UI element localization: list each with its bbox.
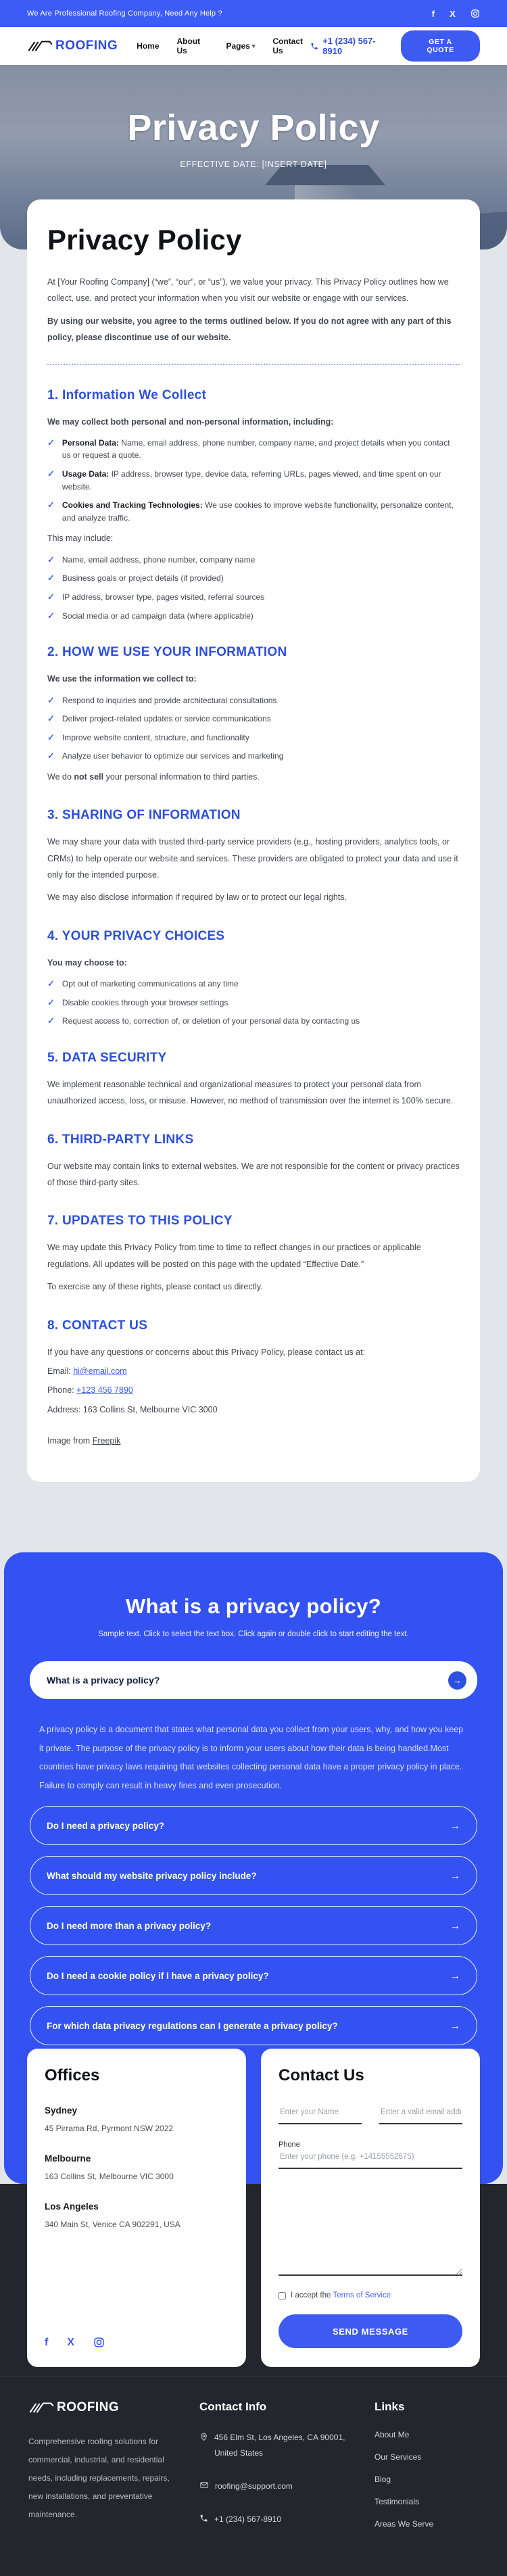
footer-contact-column (199, 2400, 347, 2544)
terms-row: I accept the Terms of Service (279, 2291, 462, 2299)
hero-subtitle: EFFECTIVE DATE: [INSERT DATE] (180, 160, 327, 169)
nav-item-contact-us[interactable]: Contact Us (272, 37, 304, 55)
contact-card (261, 2049, 480, 2367)
phone-label: Phone (279, 2141, 300, 2149)
section-heading: 4. YOUR PRIVACY CHOICES (47, 928, 225, 943)
hero-title: Privacy Policy (127, 108, 380, 148)
faq-subtitle: Sample text. Click to select the text box. Click again or double click to start editing the text. (98, 1630, 409, 1639)
footer-link-areas-we-serve[interactable]: Areas We Serve (375, 2519, 434, 2529)
section-heading: 3. SHARING OF INFORMATION (47, 808, 241, 823)
contact-phone-line: Phone: +123 456 7890 (47, 1385, 133, 1396)
roof-logo-icon (27, 39, 53, 53)
check-icon: ✓ (47, 732, 55, 742)
section-lead: We use the information we collect to: (47, 674, 197, 684)
section-heading: 8. CONTACT US (47, 1318, 148, 1333)
footer-link-testimonials[interactable]: Testimonials (375, 2497, 420, 2507)
footer-tagline: Comprehensive roofing solutions for commercial, industrial, and residential needs, including replacements, repairs, new installations, and preventative maintenance. (28, 2437, 170, 2520)
footer-brand-logo[interactable] (28, 2400, 172, 2415)
faq-question: What is a privacy policy? (47, 1675, 160, 1686)
section-how-we-use (47, 645, 460, 785)
policy-intro-bold: By using our website, you agree to the terms outlined below. If you do not agree with any part of this policy, please discontinue use of our website. (47, 316, 452, 343)
chevron-down-icon: ▾ (251, 42, 256, 49)
footer-address: 456 Elm St, Los Angeles, CA 90001, United States (199, 2430, 347, 2461)
footer-brand-column (28, 2400, 172, 2544)
footer-link-about-me[interactable]: About Me (375, 2430, 410, 2440)
section-paragraph: We implement reasonable technical and organizational measures to protect your personal data from unauthorized access, loss, or misuse. However, no method of transmission over the internet is 100% secure. (47, 1079, 454, 1106)
footer-email[interactable]: roofing@support.com (199, 2479, 347, 2494)
check-icon: ✓ (47, 500, 55, 510)
section-sharing (47, 808, 460, 906)
faq-question: What should my website privacy policy include? (47, 1870, 257, 1881)
instagram-icon[interactable] (470, 9, 480, 18)
check-icon: ✓ (47, 610, 55, 621)
facebook-icon[interactable]: f (431, 8, 435, 19)
list-item: ✓ Analyze user behavior to optimize our services and marketing (47, 750, 460, 763)
offices-card (27, 2049, 246, 2367)
topbar-message: We Are Professional Roofing Company, Need Any Help ? (27, 9, 222, 18)
check-icon: ✓ (47, 573, 55, 583)
section-heading: 2. HOW WE USE YOUR INFORMATION (47, 645, 287, 660)
footer-link-our-services[interactable]: Our Services (375, 2452, 422, 2462)
nav-item-pages[interactable]: Pages ▾ (226, 41, 256, 51)
footer-phone[interactable]: +1 (234) 567-8910 (199, 2512, 347, 2527)
footer-links-column (375, 2400, 476, 2544)
footer-contact-heading: Contact Info (199, 2400, 267, 2414)
faq-item[interactable] (30, 1956, 477, 1995)
section-heading: 5. DATA SECURITY (47, 1050, 167, 1065)
office-sydney: Sydney 45 Pirrama Rd, Pyrmont NSW 2022 (45, 2105, 174, 2134)
section-heading: 1. Information We Collect (47, 387, 207, 402)
nav-item-home[interactable]: Home (137, 41, 160, 51)
check-list (47, 554, 460, 622)
phone-icon (199, 2514, 208, 2523)
privacy-policy-card (27, 199, 480, 1482)
faq-item-expanded[interactable] (30, 1661, 477, 1699)
terms-of-service-link[interactable]: Terms of Service (333, 2291, 391, 2300)
dotted-divider (47, 364, 460, 365)
section-contact-us (47, 1318, 460, 1450)
top-bar (0, 0, 507, 27)
email-input[interactable] (379, 2104, 462, 2124)
section-lead: If you have any questions or concerns about this Privacy Policy, please contact us at: (47, 1347, 366, 1357)
arrow-right-icon: → (450, 1970, 460, 1982)
list-item: ✓ Usage Data: IP address, browser type, device data, referring URLs, pages viewed, and time spent on our website. (47, 469, 441, 492)
check-icon: ✓ (47, 997, 55, 1007)
section-heading: 6. THIRD-PARTY LINKS (47, 1132, 194, 1147)
section-sub-lead: This may include: (47, 533, 114, 544)
section-data-security (47, 1051, 460, 1110)
page-title: Privacy Policy (47, 224, 242, 256)
send-message-button[interactable]: SEND MESSAGE (279, 2314, 462, 2348)
check-icon: ✓ (47, 978, 55, 989)
instagram-icon[interactable] (93, 2337, 105, 2348)
list-item: ✓ Disable cookies through your browser settings (47, 997, 460, 1009)
footer-link-blog[interactable]: Blog (375, 2475, 391, 2485)
list-item: ✓ Opt out of marketing communications at any time (47, 978, 460, 991)
section-paragraph: We may share your data with trusted third-party service providers (e.g., hosting providers, analytics tools, or CRMs) to help operate our website and services. These providers are obligated to protect your data and use it only for the intended purpose. (47, 837, 458, 880)
list-item: ✓ Social media or ad campaign data (where applicable) (47, 610, 460, 623)
footer-links-heading: Links (375, 2400, 405, 2414)
faq-question: For which data privacy regulations can I generate a privacy policy? (47, 2020, 338, 2031)
check-icon: ✓ (47, 554, 55, 565)
list-item: ✓ Improve website content, structure, and functionality (47, 732, 460, 744)
section-lead: We may collect both personal and non-personal information, including: (47, 416, 334, 427)
check-list (47, 694, 460, 763)
contact-title: Contact Us (279, 2066, 364, 2085)
list-item: ✓ Personal Data: Name, email address, phone number, company name, and project details when you contact us or request a quote. (47, 437, 450, 460)
contact-email-line: Email: hi@email.com (47, 1366, 127, 1376)
location-pin-icon (199, 2432, 208, 2442)
faq-item[interactable] (30, 2006, 477, 2045)
brand-logo[interactable] (27, 39, 118, 53)
footer-brand-name: ROOFING (57, 2400, 120, 2415)
facebook-icon[interactable]: f (45, 2336, 49, 2348)
check-icon: ✓ (47, 713, 55, 724)
section-paragraph: We may also disclose information if required by law or to protect our legal rights. (47, 892, 347, 903)
freepik-link[interactable]: Freepik (92, 1436, 121, 1446)
twitter-x-icon[interactable]: X (67, 2336, 74, 2348)
section-paragraph: To exercise any of these rights, please contact us directly. (47, 1282, 263, 1292)
check-icon: ✓ (47, 469, 55, 479)
arrow-right-icon: → (450, 1919, 460, 1932)
section-paragraph: Our website may contain links to external websites. We are not responsible for the content or privacy practices of those third-party sites. (47, 1161, 460, 1188)
faq-item[interactable] (30, 1806, 477, 1845)
nav-links (137, 37, 310, 55)
section-privacy-choices (47, 929, 460, 1028)
envelope-icon (199, 2481, 209, 2489)
section-lead: You may choose to: (47, 957, 127, 968)
faq-question: Do I need a privacy policy? (47, 1820, 165, 1831)
list-item: ✓ Deliver project-related updates or service communications (47, 713, 460, 725)
nav-item-about-us[interactable]: About Us (176, 37, 201, 55)
section-updates (47, 1214, 460, 1295)
check-icon: ✓ (47, 437, 55, 448)
roof-logo-icon (28, 2400, 54, 2415)
section-heading: 7. UPDATES TO THIS POLICY (47, 1214, 233, 1229)
topbar-social (432, 9, 480, 18)
section-third-party-links (47, 1132, 460, 1191)
faq-question: Do I need more than a privacy policy? (47, 1920, 212, 1931)
list-item: ✓ IP address, browser type, pages visited, referral sources (47, 591, 460, 604)
email-link[interactable]: hi@email.com (73, 1366, 127, 1376)
offices-social (45, 2319, 228, 2348)
faq-answer: A privacy policy is a document that states what personal data you collect from your users, why, and how you keep it private. The purpose of the privacy policy is to inform your users about how their data is being handled.Most countries have privacy laws requiring that websites collecting personal data have a proper privacy policy in place. Failure to comply can result in heavy fines and even prosecution. (39, 1725, 464, 1790)
office-los-angeles: Los Angeles 340 Main St, Venice CA 902291, USA (45, 2201, 180, 2230)
name-input[interactable] (279, 2104, 362, 2124)
terms-checkbox[interactable] (279, 2292, 286, 2299)
section-information-we-collect (47, 388, 460, 623)
offices-title: Offices (45, 2066, 100, 2085)
phone-input[interactable] (279, 2149, 462, 2169)
list-item: ✓ Name, email address, phone number, company name (47, 554, 460, 567)
faq-title: What is a privacy policy? (126, 1594, 381, 1619)
faq-question: Do I need a cookie policy if I have a privacy policy? (47, 1970, 269, 1981)
arrow-right-icon: → (450, 1869, 460, 1882)
twitter-x-icon[interactable]: X (450, 8, 456, 19)
get-a-quote-button[interactable]: GET A QUOTE (401, 30, 480, 62)
section-footnote: We do not sell your personal information to third parties. (47, 771, 260, 782)
arrow-right-icon: → (450, 1819, 460, 1832)
office-melbourne: Melbourne 163 Collins St, Melbourne VIC 3000 (45, 2153, 174, 2182)
list-item: ✓ Request access to, correction of, or deletion of your personal data by contacting us (47, 1015, 460, 1028)
check-icon: ✓ (47, 1016, 55, 1026)
expand-arrow-icon[interactable]: → (448, 1671, 466, 1690)
faq-item[interactable] (30, 1856, 477, 1895)
list-item: ✓ Business goals or project details (if provided) (47, 572, 460, 585)
policy-intro: At [Your Roofing Company] (“we”, “our”, or “us”), we value your privacy. This Privacy Policy outlines how we collect, use, and protect your information when you visit our website or engage with our services. (47, 277, 449, 304)
faq-item[interactable] (30, 1906, 477, 1945)
message-textarea[interactable] (279, 2176, 462, 2276)
check-icon: ✓ (47, 694, 55, 705)
image-credit: Image from Freepik (47, 1436, 121, 1446)
main-nav (0, 27, 507, 65)
phone-icon (310, 42, 318, 51)
check-list (47, 978, 460, 1028)
arrow-right-icon: → (450, 2020, 460, 2032)
check-icon: ✓ (47, 750, 55, 761)
section-paragraph: We may update this Privacy Policy from time to time to reflect changes in our practices or applicable regulations. All updates will be posted on this page with the updated “Effective Date.” (47, 1243, 421, 1269)
list-item: ✓ Respond to inquiries and provide architectural consultations (47, 694, 460, 707)
list-item: ✓ Cookies and Tracking Technologies: We use cookies to improve website functionality, personalize content, and analyze traffic. (47, 500, 454, 523)
brand-name: ROOFING (55, 39, 118, 53)
phone-link[interactable]: +123 456 7890 (76, 1385, 133, 1396)
footer (0, 2066, 507, 2575)
check-icon: ✓ (47, 592, 55, 602)
check-list (47, 437, 460, 525)
contact-address-line: Address: 163 Collins St, Melbourne VIC 3000 (47, 1404, 218, 1414)
nav-phone[interactable]: +1 (234) 567-8910 (310, 36, 390, 56)
resize-handle-icon[interactable] (456, 2269, 462, 2275)
